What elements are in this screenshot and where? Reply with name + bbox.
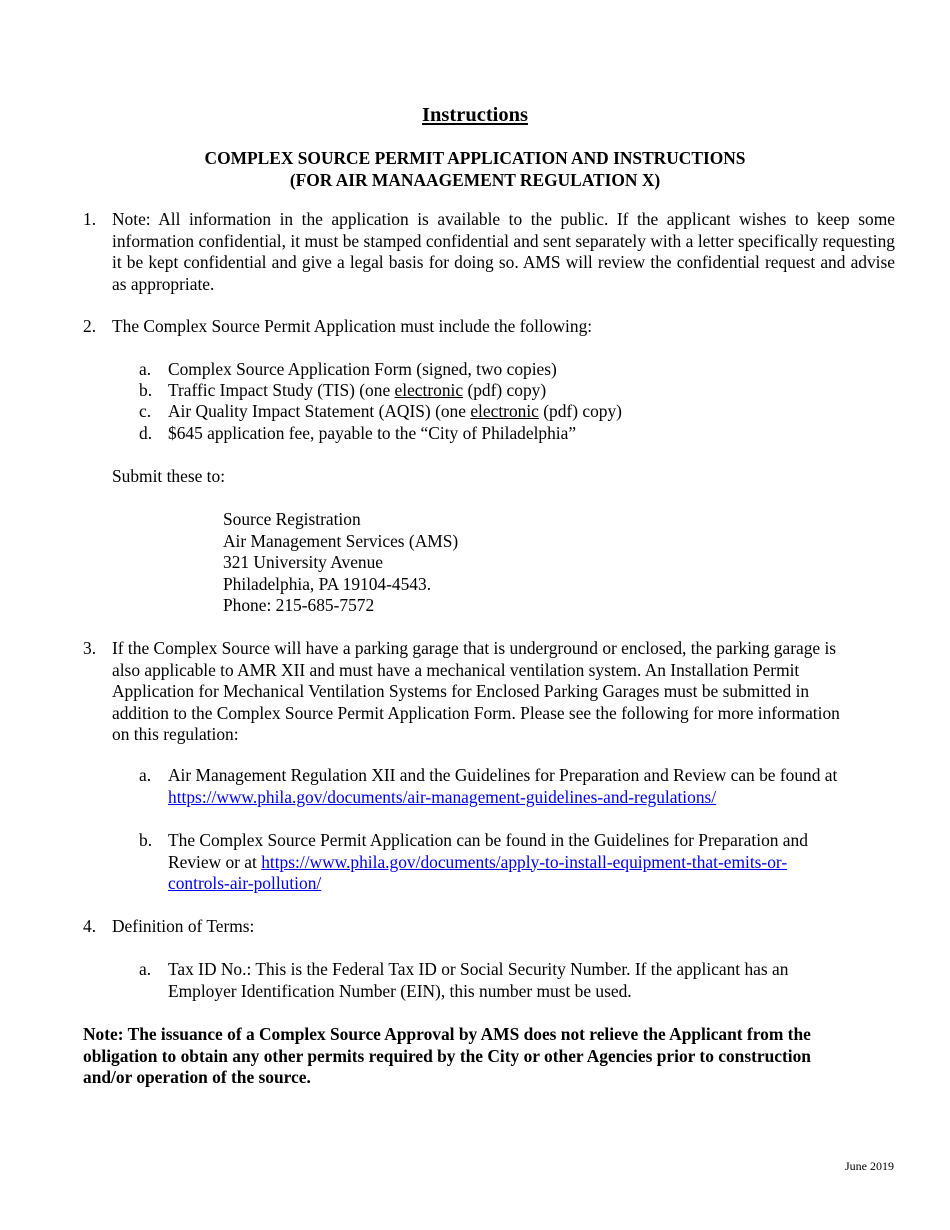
subitem-text: Tax ID No.: This is the Federal Tax ID or Social Security Number. If the applicant has an xyxy=(168,959,789,979)
subitem-letter: d. xyxy=(139,423,153,443)
subtitle-line-2: (FOR AIR MANAAGEMENT REGULATION X) xyxy=(289,169,661,190)
subitem-text: Complex Source Application Form (signed, two copies) xyxy=(168,359,557,379)
item-number: 3. xyxy=(83,638,97,658)
subitem-text: $645 application fee, payable to the “City of Philadelphia” xyxy=(168,423,577,443)
air-management-regulations-link[interactable]: https://www.phila.gov/documents/air-management-guidelines-and-regulations/ xyxy=(168,786,717,807)
underlined-word: electronic xyxy=(470,401,539,421)
subitem-text: Review or at xyxy=(168,851,262,872)
subitem-text: The Complex Source Permit Application can be found in the Guidelines for Preparation and xyxy=(168,830,808,850)
address-line: 321 University Avenue xyxy=(223,552,384,572)
item-text: The Complex Source Permit Application must include the following: xyxy=(112,316,593,336)
footer-date: June 2019 xyxy=(845,1159,894,1173)
subitem-letter: b. xyxy=(139,830,153,850)
page-title: Instructions xyxy=(422,104,528,126)
final-note: Note: The issuance of a Complex Source Approval by AMS does not relieve the Applicant from the obligation to obtain any other permits required by the City or other Agencies prior to construction and/or operation of the source. xyxy=(83,1024,811,1087)
item-text: Definition of Terms: xyxy=(112,916,255,936)
submit-label: Submit these to: xyxy=(112,466,226,486)
item-number: 2. xyxy=(83,316,97,336)
item-number: 4. xyxy=(83,916,97,936)
apply-to-install-equipment-link-continued[interactable]: controls-air-pollution/ xyxy=(168,873,322,893)
address-line: Air Management Services (AMS) xyxy=(223,530,459,551)
subitem-letter: a. xyxy=(139,359,152,379)
item-text: Note: All information in the application is available to the public. If the applicant wishes to keep some information confidential, it must be stamped confidential and sent separately with a letter specifically requesting it be kept confidential and give a legal basis for doing so. AMS will review the confidential request and advise as appropriate. xyxy=(112,209,895,294)
subitem-letter: a. xyxy=(139,765,152,785)
address-line: Phone: 215-685-7572 xyxy=(223,595,375,615)
apply-to-install-equipment-link[interactable]: https://www.phila.gov/documents/apply-to-install-equipment-that-emits-or- xyxy=(261,851,788,872)
item-number: 1. xyxy=(83,209,97,229)
subitem-letter: a. xyxy=(139,959,152,979)
underlined-word: electronic xyxy=(394,380,464,400)
subitem-text: Air Management Regulation XII and the Guidelines for Preparation and Review can be found at xyxy=(168,765,838,785)
address-line: Source Registration xyxy=(223,509,361,529)
item-text: If the Complex Source will have a parking garage that is underground or enclosed, the parking garage is also applicable to AMR XII and must have a mechanical ventilation system. An Installation Permit Application for Mechanical Ventilation Systems for Enclosed Parking Garages must be submitted in addition to the Complex Source Permit Application Form. Please see the following for more information on this regulation: xyxy=(112,638,840,744)
subitem-letter: b. xyxy=(139,380,153,400)
subitem-letter: c. xyxy=(139,401,152,421)
subitem-text: Air Quality Impact Statement (AQIS) (one electronic (pdf) copy) xyxy=(168,401,622,421)
subitem-text: Traffic Impact Study (TIS) (one electronic (pdf) copy) xyxy=(168,380,547,400)
document-subtitle xyxy=(0,148,950,191)
subtitle-line-1: COMPLEX SOURCE PERMIT APPLICATION AND INSTRUCTIONS xyxy=(204,148,746,168)
address-line: Philadelphia, PA 19104-4543. xyxy=(223,573,432,594)
mailing-address xyxy=(223,509,458,617)
subitem-text: Employer Identification Number (EIN), this number must be used. xyxy=(168,980,632,1001)
